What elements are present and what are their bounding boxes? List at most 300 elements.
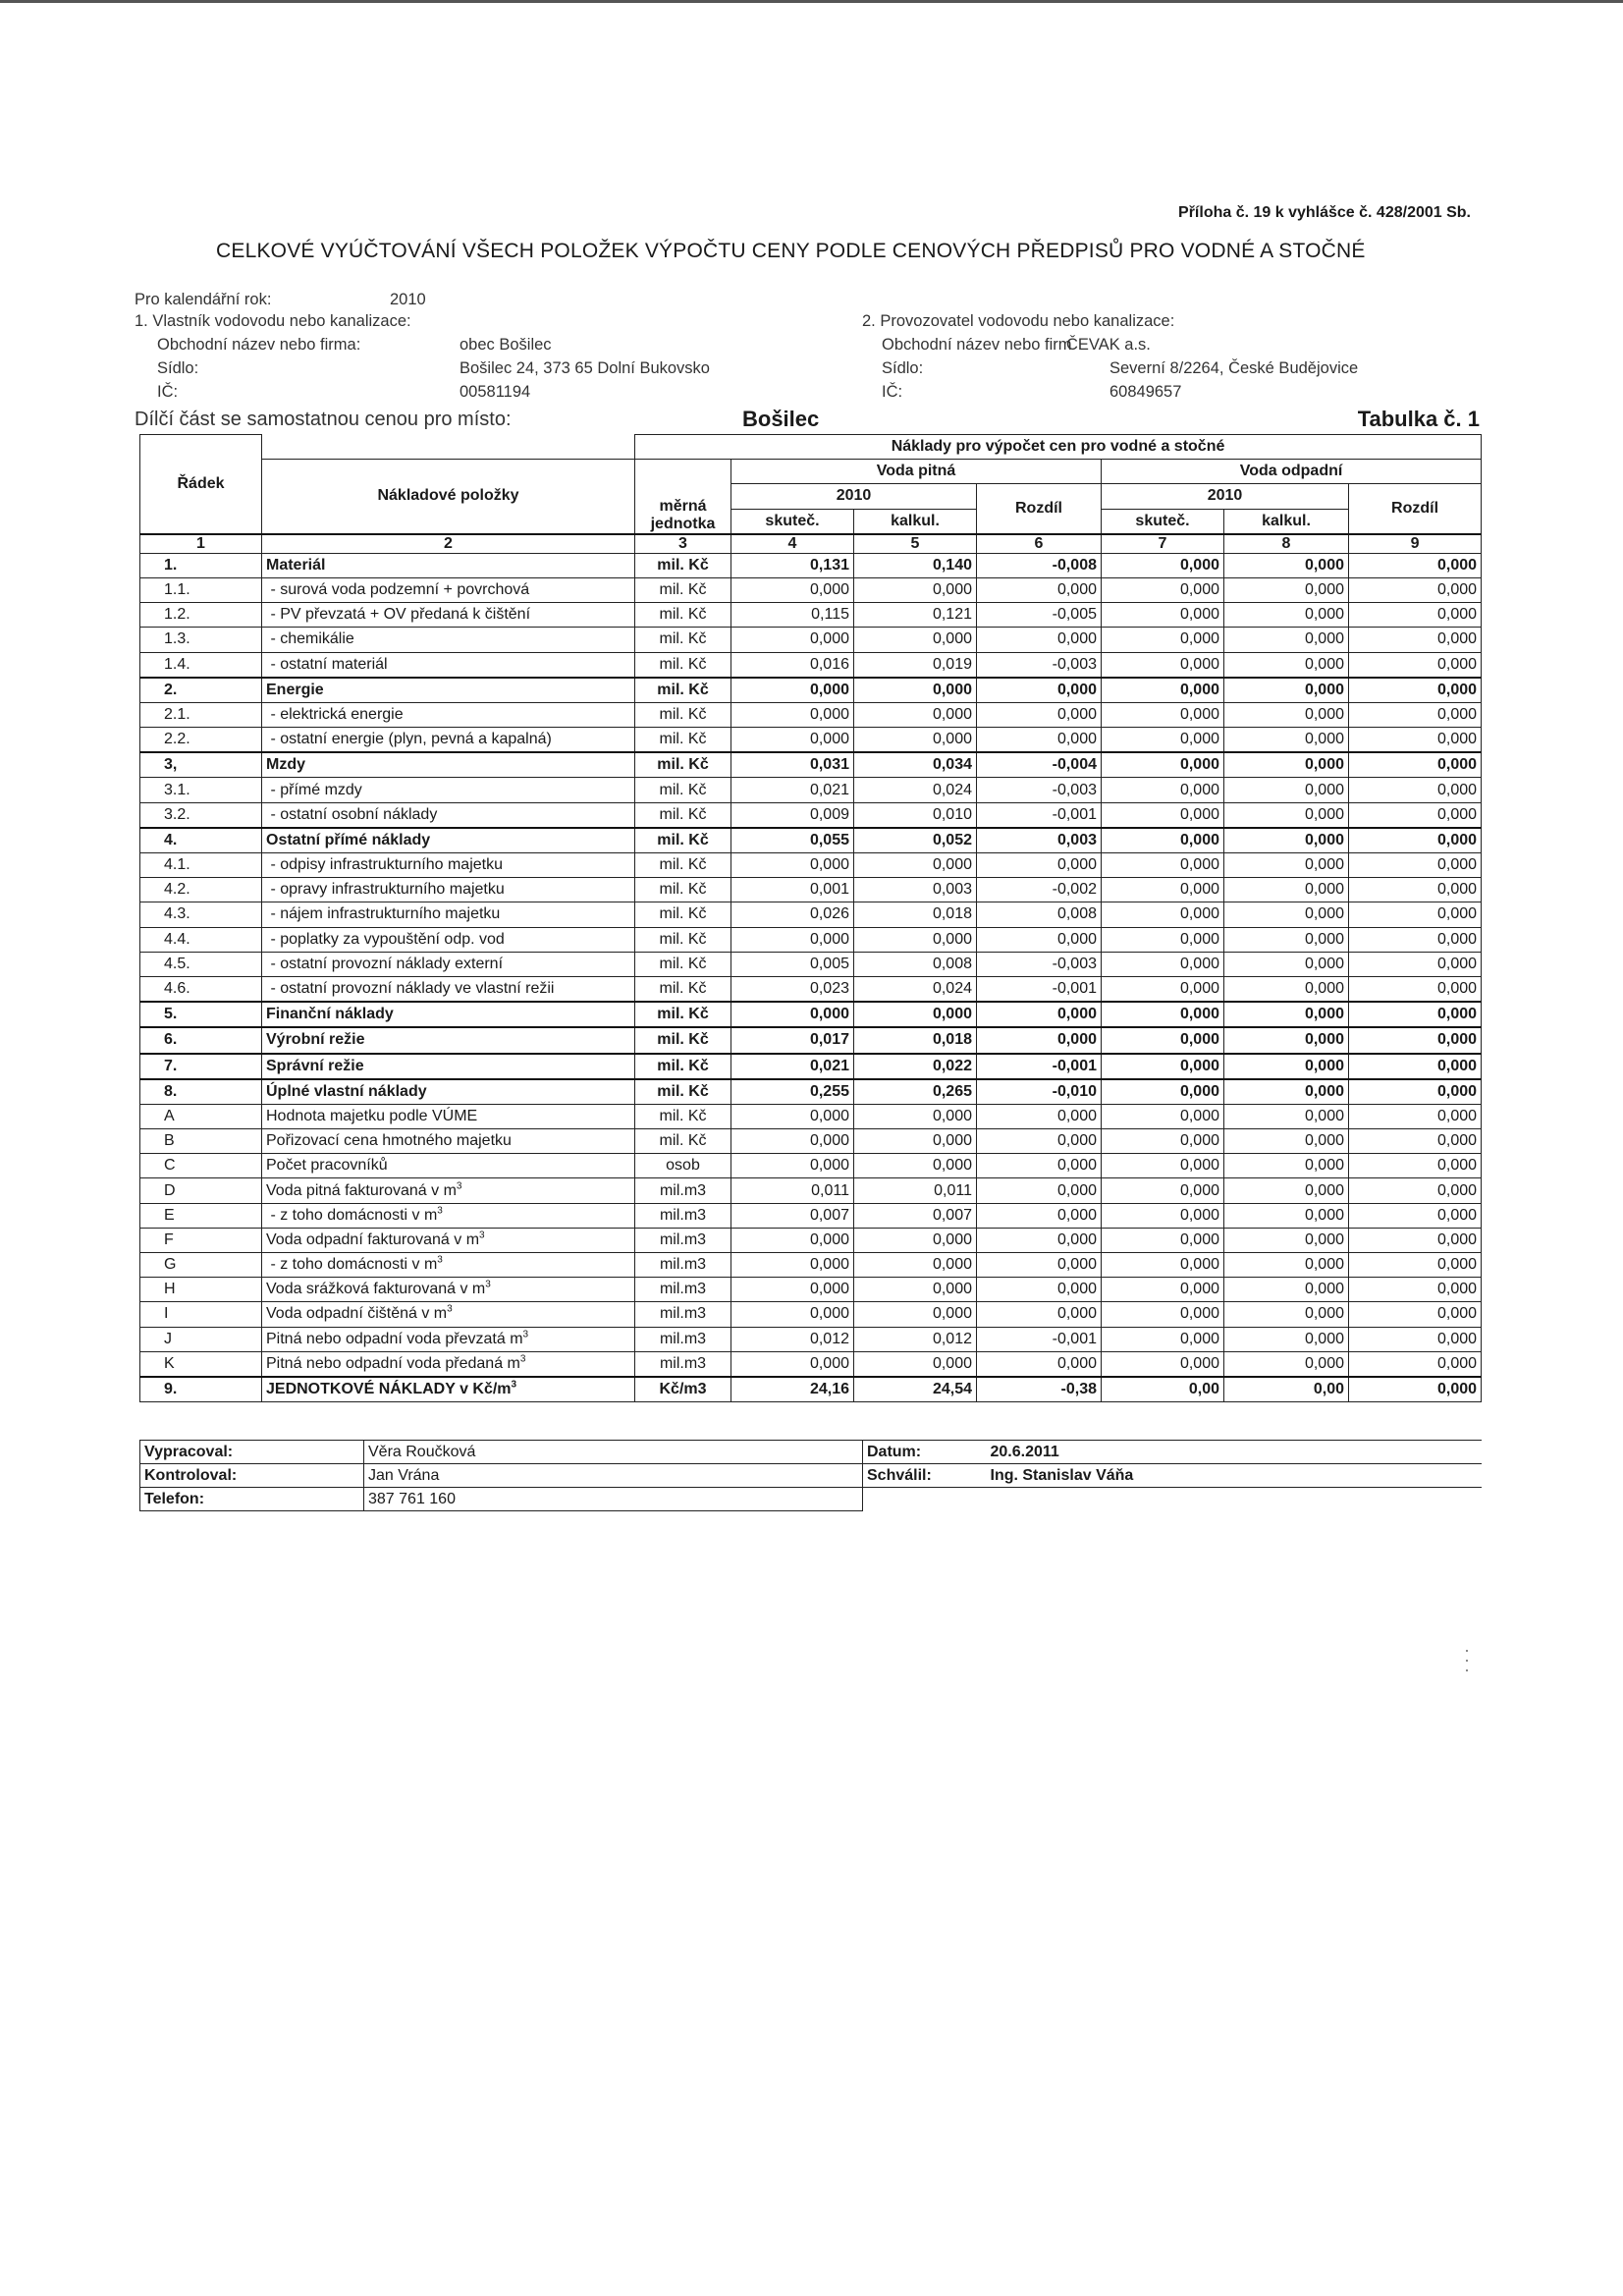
column-index-row: [140, 534, 1482, 554]
row-unit: mil. Kč: [635, 1002, 731, 1027]
row-value: 0,000: [1224, 603, 1349, 628]
row-value: 0,000: [977, 1178, 1102, 1203]
place-name: Bošilec: [742, 407, 820, 431]
top-border-line: [0, 0, 1623, 3]
row-item-text: - ostatní provozní náklady ve vlastní režii: [266, 980, 555, 998]
row-item-name: [262, 603, 635, 628]
row-value: 0,000: [1102, 952, 1224, 976]
date-value: 20.6.2011: [987, 1441, 1482, 1464]
row-value: 0,000: [854, 702, 977, 727]
row-value: 0,000: [1102, 976, 1224, 1002]
row-value: 0,018: [854, 902, 977, 927]
unit-exponent: 3: [479, 1230, 485, 1241]
row-value: 0,000: [1349, 976, 1482, 1002]
row-code: 1.1.: [140, 577, 262, 602]
checked-by: Jan Vrána: [364, 1464, 863, 1488]
row-value: 0,000: [731, 1351, 854, 1377]
row-unit: mil. Kč: [635, 728, 731, 753]
row-code: 2.: [140, 678, 262, 703]
row-value: 0,000: [977, 1203, 1102, 1228]
row-code: D: [140, 1178, 262, 1203]
row-code: 4.1.: [140, 853, 262, 878]
document-title: CELKOVÉ VYÚČTOVÁNÍ VŠECH POLOŽEK VÝPOČTU CENY PODLE CENOVÝCH PŘEDPISŮ PRO VODNÉ A STOČNÉ: [216, 240, 1366, 262]
prepared-by-label: Vypracoval:: [140, 1441, 364, 1464]
row-value: 0,000: [1102, 1079, 1224, 1105]
phone-value: 387 761 160: [364, 1488, 863, 1511]
row-value: 24,54: [854, 1377, 977, 1402]
header-actual-waste: skuteč.: [1102, 509, 1224, 534]
row-value: 0,000: [1224, 752, 1349, 778]
table-row: [140, 853, 1482, 878]
header-difference-drinking: Rozdíl: [977, 484, 1102, 534]
row-unit: mil. Kč: [635, 652, 731, 678]
row-item-text: - nájem infrastrukturního majetku: [266, 905, 501, 923]
row-value: 0,000: [1224, 976, 1349, 1002]
row-value: 0,000: [977, 1002, 1102, 1027]
row-item-text: Voda odpadní fakturovaná v m: [266, 1230, 480, 1248]
row-value: 0,000: [1349, 1203, 1482, 1228]
row-item-name: [262, 752, 635, 778]
row-value: 0,000: [1224, 577, 1349, 602]
row-value: 0,000: [1102, 577, 1224, 602]
table-row: [140, 952, 1482, 976]
owner-name-label: Obchodní název nebo firma:: [157, 336, 361, 354]
row-value: 0,140: [854, 553, 977, 577]
row-value: 0,011: [731, 1178, 854, 1203]
row-value: 0,000: [977, 1129, 1102, 1154]
row-value: 0,000: [1224, 678, 1349, 703]
row-value: 0,000: [1349, 878, 1482, 902]
row-item-text: - poplatky za vypouštění odp. vod: [266, 930, 505, 948]
column-index: 8: [1224, 534, 1349, 554]
table-row: [140, 1178, 1482, 1203]
row-value: 0,000: [1102, 1054, 1224, 1079]
row-value: 0,026: [731, 902, 854, 927]
header-drinking-water: Voda pitná: [731, 460, 1102, 484]
row-value: 0,000: [1224, 1203, 1349, 1228]
table-row: [140, 778, 1482, 802]
row-value: 0,000: [977, 702, 1102, 727]
row-value: 0,000: [1102, 927, 1224, 952]
table-row: [140, 1327, 1482, 1351]
row-item-name: [262, 1377, 635, 1402]
row-item-name: [262, 853, 635, 878]
row-value: -0,001: [977, 1327, 1102, 1351]
row-item-name: [262, 976, 635, 1002]
table-row: [140, 828, 1482, 853]
row-item-text: Pitná nebo odpadní voda převzatá m: [266, 1330, 523, 1347]
row-item-name: [262, 1054, 635, 1079]
row-item-name: [262, 778, 635, 802]
row-unit: mil. Kč: [635, 603, 731, 628]
column-index: 2: [262, 534, 635, 554]
row-value: 0,000: [1349, 678, 1482, 703]
row-value: 0,000: [1224, 652, 1349, 678]
row-value: 0,000: [1349, 1002, 1482, 1027]
table-row: [140, 1203, 1482, 1228]
row-value: 0,000: [1102, 652, 1224, 678]
column-index: 6: [977, 534, 1102, 554]
table-row: [140, 1377, 1482, 1402]
row-unit: mil. Kč: [635, 778, 731, 802]
row-value: 0,000: [1102, 828, 1224, 853]
row-value: 0,131: [731, 553, 854, 577]
row-item-text: Energie: [266, 681, 324, 698]
row-value: 0,000: [1224, 1327, 1349, 1351]
row-item-name: [262, 1178, 635, 1203]
row-value: 0,000: [1349, 603, 1482, 628]
row-value: 0,000: [854, 1351, 977, 1377]
row-value: 0,000: [1102, 1228, 1224, 1252]
row-value: 0,008: [854, 952, 977, 976]
row-value: 0,000: [1102, 752, 1224, 778]
row-value: 0,000: [854, 1002, 977, 1027]
row-value: 0,000: [1349, 728, 1482, 753]
row-value: 0,007: [731, 1203, 854, 1228]
row-item-name: [262, 1104, 635, 1128]
row-value: 0,000: [977, 1027, 1102, 1053]
row-item-name: [262, 902, 635, 927]
header-row-label: Řádek: [140, 435, 262, 534]
row-value: 0,000: [854, 678, 977, 703]
row-value: 0,000: [1224, 902, 1349, 927]
row-value: 0,000: [977, 577, 1102, 602]
row-value: 0,00: [1102, 1377, 1224, 1402]
row-unit: mil. Kč: [635, 577, 731, 602]
row-unit: mil. Kč: [635, 628, 731, 652]
approved-by: Ing. Stanislav Váňa: [987, 1464, 1482, 1488]
row-code: F: [140, 1228, 262, 1252]
row-item-text: Voda pitná fakturovaná v m: [266, 1181, 457, 1199]
row-value: 0,000: [1102, 1104, 1224, 1128]
row-value: 0,000: [1349, 1027, 1482, 1053]
row-value: 0,001: [731, 878, 854, 902]
table-row: [140, 1054, 1482, 1079]
row-item-name: [262, 1027, 635, 1053]
row-code: 7.: [140, 1054, 262, 1079]
unit-exponent: 3: [485, 1279, 491, 1290]
row-value: 0,000: [731, 927, 854, 952]
row-value: 0,008: [977, 902, 1102, 927]
row-item-name: [262, 1228, 635, 1252]
row-item-text: - PV převzatá + OV předaná k čištění: [266, 606, 531, 624]
table-row: [140, 1079, 1482, 1105]
unit-exponent: 3: [511, 1379, 517, 1391]
row-value: 0,000: [1349, 652, 1482, 678]
row-item-text: - přímé mzdy: [266, 781, 362, 798]
row-value: 0,024: [854, 778, 977, 802]
row-code: I: [140, 1302, 262, 1327]
row-item-text: Výrobní režie: [266, 1031, 365, 1049]
owner-seat: Bošilec 24, 373 65 Dolní Bukovsko: [460, 359, 710, 377]
row-unit: mil. Kč: [635, 802, 731, 828]
row-value: 0,000: [1349, 628, 1482, 652]
row-value: 0,003: [977, 828, 1102, 853]
row-item-text: - ostatní provozní náklady externí: [266, 955, 504, 972]
row-value: -0,001: [977, 976, 1102, 1002]
row-unit: mil. Kč: [635, 752, 731, 778]
row-unit: mil.m3: [635, 1278, 731, 1302]
row-unit: mil. Kč: [635, 902, 731, 927]
row-value: 0,052: [854, 828, 977, 853]
column-index: 1: [140, 534, 262, 554]
header-waste-water: Voda odpadní: [1102, 460, 1482, 484]
row-unit: mil.m3: [635, 1178, 731, 1203]
row-value: 0,000: [1102, 1129, 1224, 1154]
row-value: 0,016: [731, 652, 854, 678]
row-code: 1.4.: [140, 652, 262, 678]
row-value: 0,000: [854, 927, 977, 952]
row-value: 0,000: [1102, 853, 1224, 878]
row-code: 4.2.: [140, 878, 262, 902]
row-value: 0,021: [731, 778, 854, 802]
row-value: 0,000: [1224, 1002, 1349, 1027]
row-value: 0,000: [1224, 1302, 1349, 1327]
unit-exponent: 3: [519, 1353, 526, 1365]
row-value: 0,000: [1102, 1203, 1224, 1228]
row-value: 0,000: [731, 1228, 854, 1252]
row-code: 2.1.: [140, 702, 262, 727]
row-value: 0,000: [1349, 1302, 1482, 1327]
row-unit: mil. Kč: [635, 1129, 731, 1154]
row-value: 0,000: [731, 1302, 854, 1327]
row-item-text: Voda odpadní čištěná v m: [266, 1305, 448, 1323]
header-unit: [635, 460, 731, 534]
row-unit: mil.m3: [635, 1351, 731, 1377]
row-value: 0,000: [1349, 1079, 1482, 1105]
row-item-text: Materiál: [266, 556, 326, 574]
row-item-name: [262, 652, 635, 678]
row-value: 0,000: [1349, 853, 1482, 878]
row-value: 0,000: [977, 678, 1102, 703]
row-item-name: [262, 678, 635, 703]
row-item-text: Mzdy: [266, 756, 305, 774]
header-calculated-drinking: kalkul.: [854, 509, 977, 534]
unit-exponent: 3: [456, 1180, 462, 1192]
row-code: 1.2.: [140, 603, 262, 628]
row-value: 0,000: [1349, 1129, 1482, 1154]
row-value: 0,000: [731, 1002, 854, 1027]
header-cost-group: Náklady pro výpočet cen pro vodné a stočné: [635, 435, 1482, 460]
table-row: [140, 1002, 1482, 1027]
row-value: 0,265: [854, 1079, 977, 1105]
owner-heading: 1. Vlastník vodovodu nebo kanalizace:: [135, 312, 411, 330]
row-value: 0,007: [854, 1203, 977, 1228]
row-value: 0,000: [1349, 1278, 1482, 1302]
row-unit: mil. Kč: [635, 1027, 731, 1053]
row-item-name: [262, 802, 635, 828]
row-value: 0,000: [854, 728, 977, 753]
row-item-name: [262, 1154, 635, 1178]
row-value: 0,000: [1224, 853, 1349, 878]
row-value: 0,011: [854, 1178, 977, 1203]
row-value: 0,000: [1102, 603, 1224, 628]
row-item-name: [262, 1203, 635, 1228]
row-item-text: - ostatní materiál: [266, 655, 388, 673]
row-unit: mil.m3: [635, 1228, 731, 1252]
row-unit: mil. Kč: [635, 878, 731, 902]
row-value: 0,022: [854, 1054, 977, 1079]
row-value: 0,000: [1102, 1027, 1224, 1053]
row-item-name: [262, 1302, 635, 1327]
row-value: 0,021: [731, 1054, 854, 1079]
row-value: 0,000: [977, 1228, 1102, 1252]
operator-ic-label: IČ:: [882, 383, 903, 401]
row-value: 0,003: [854, 878, 977, 902]
row-value: -0,008: [977, 553, 1102, 577]
row-value: 0,000: [1349, 1377, 1482, 1402]
row-item-text: Pořizovací cena hmotného majetku: [266, 1132, 512, 1150]
row-value: 0,000: [1102, 628, 1224, 652]
calendar-year-label: Pro kalendářní rok:: [135, 291, 272, 308]
row-unit: mil.m3: [635, 1302, 731, 1327]
table-row: [140, 702, 1482, 727]
row-item-name: [262, 927, 635, 952]
row-value: 0,000: [1349, 802, 1482, 828]
row-value: 0,000: [1349, 927, 1482, 952]
row-item-name: [262, 1253, 635, 1278]
row-value: 0,000: [1102, 1178, 1224, 1203]
row-unit: mil. Kč: [635, 678, 731, 703]
row-value: 0,000: [1224, 927, 1349, 952]
row-value: -0,003: [977, 778, 1102, 802]
row-code: 3.1.: [140, 778, 262, 802]
row-value: 0,000: [1102, 1154, 1224, 1178]
row-value: 0,024: [854, 976, 977, 1002]
row-value: 0,000: [1349, 1054, 1482, 1079]
row-item-text: Hodnota majetku podle VÚME: [266, 1107, 478, 1124]
row-value: 0,000: [1224, 1027, 1349, 1053]
row-value: 0,121: [854, 603, 977, 628]
checked-by-label: Kontroloval:: [140, 1464, 364, 1488]
operator-seat: Severní 8/2264, České Budějovice: [1109, 359, 1359, 377]
unit-exponent: 3: [437, 1205, 443, 1217]
table-row: [140, 878, 1482, 902]
row-item-name: [262, 577, 635, 602]
row-code: 4.6.: [140, 976, 262, 1002]
unit-exponent: 3: [522, 1329, 529, 1340]
row-item-text: - ostatní osobní náklady: [266, 805, 438, 823]
row-value: 0,000: [1349, 1154, 1482, 1178]
table-row: [140, 802, 1482, 828]
row-value: 0,000: [1102, 1278, 1224, 1302]
row-value: 0,000: [1349, 1104, 1482, 1128]
table-row: [140, 553, 1482, 577]
row-unit: mil. Kč: [635, 1054, 731, 1079]
row-value: 0,000: [1349, 828, 1482, 853]
row-value: 0,255: [731, 1079, 854, 1105]
row-value: 0,000: [1224, 1104, 1349, 1128]
row-item-name: [262, 702, 635, 727]
row-value: 0,000: [1102, 678, 1224, 703]
table-row: [140, 1154, 1482, 1178]
row-value: 0,000: [731, 1129, 854, 1154]
row-code: E: [140, 1203, 262, 1228]
row-value: 0,000: [1224, 702, 1349, 727]
row-unit: mil. Kč: [635, 976, 731, 1002]
row-value: -0,003: [977, 652, 1102, 678]
row-value: 0,000: [1224, 1129, 1349, 1154]
row-unit: mil.m3: [635, 1253, 731, 1278]
row-value: 0,009: [731, 802, 854, 828]
annex-reference: Příloha č. 19 k vyhlášce č. 428/2001 Sb.: [1178, 204, 1471, 221]
calendar-year-value: 2010: [390, 291, 426, 308]
column-index: 7: [1102, 534, 1224, 554]
row-value: 0,000: [854, 853, 977, 878]
row-code: 2.2.: [140, 728, 262, 753]
row-value: 0,000: [1224, 1054, 1349, 1079]
row-code: 4.4.: [140, 927, 262, 952]
row-item-text: Pitná nebo odpadní voda předaná m: [266, 1354, 520, 1372]
row-value: 0,000: [977, 1302, 1102, 1327]
row-value: -0,004: [977, 752, 1102, 778]
operator-heading: 2. Provozovatel vodovodu nebo kanalizace:: [862, 312, 1175, 330]
row-code: 4.3.: [140, 902, 262, 927]
row-unit: mil. Kč: [635, 1079, 731, 1105]
row-value: 0,000: [1224, 802, 1349, 828]
row-code: C: [140, 1154, 262, 1178]
signature-table: [139, 1440, 1482, 1511]
header-actual-drinking: skuteč.: [731, 509, 854, 534]
row-code: 8.: [140, 1079, 262, 1105]
row-value: 0,000: [731, 1253, 854, 1278]
row-unit: Kč/m3: [635, 1377, 731, 1402]
row-value: 0,000: [1102, 902, 1224, 927]
row-value: 0,000: [1224, 1228, 1349, 1252]
row-code: 3.2.: [140, 802, 262, 828]
row-unit: mil. Kč: [635, 1104, 731, 1128]
table-row: [140, 902, 1482, 927]
row-item-name: [262, 1129, 635, 1154]
column-index: 9: [1349, 534, 1482, 554]
row-value: 0,000: [1349, 902, 1482, 927]
row-unit: mil. Kč: [635, 927, 731, 952]
row-item-name: [262, 1278, 635, 1302]
row-code: 1.3.: [140, 628, 262, 652]
row-code: B: [140, 1129, 262, 1154]
row-value: 0,000: [731, 1104, 854, 1128]
row-value: 0,000: [1349, 952, 1482, 976]
row-item-name: [262, 1079, 635, 1105]
row-item-text: - odpisy infrastrukturního majetku: [266, 856, 503, 874]
scan-speck-marks: [1466, 1650, 1468, 1679]
row-value: 0,000: [1349, 553, 1482, 577]
row-value: 0,000: [1102, 1351, 1224, 1377]
row-item-text: - surová voda podzemní + povrchová: [266, 581, 530, 599]
header-calculated-waste: kalkul.: [1224, 509, 1349, 534]
header-cost-items: Nákladové položky: [262, 460, 635, 534]
row-code: 9.: [140, 1377, 262, 1402]
row-item-name: [262, 952, 635, 976]
row-item-text: - z toho domácnosti v m: [266, 1206, 438, 1224]
row-item-name: [262, 728, 635, 753]
row-value: 0,019: [854, 652, 977, 678]
phone-label: Telefon:: [140, 1488, 364, 1511]
header-difference-waste: Rozdíl: [1349, 484, 1482, 534]
row-value: 0,115: [731, 603, 854, 628]
row-code: 4.: [140, 828, 262, 853]
row-unit: osob: [635, 1154, 731, 1178]
row-value: 0,000: [1349, 702, 1482, 727]
row-value: 0,000: [1102, 728, 1224, 753]
row-value: -0,010: [977, 1079, 1102, 1105]
table-row: [140, 752, 1482, 778]
row-value: 0,000: [1224, 1178, 1349, 1203]
table-row: [140, 1129, 1482, 1154]
row-value: 0,000: [1102, 878, 1224, 902]
table-row: [140, 1351, 1482, 1377]
row-value: 0,000: [1224, 1351, 1349, 1377]
